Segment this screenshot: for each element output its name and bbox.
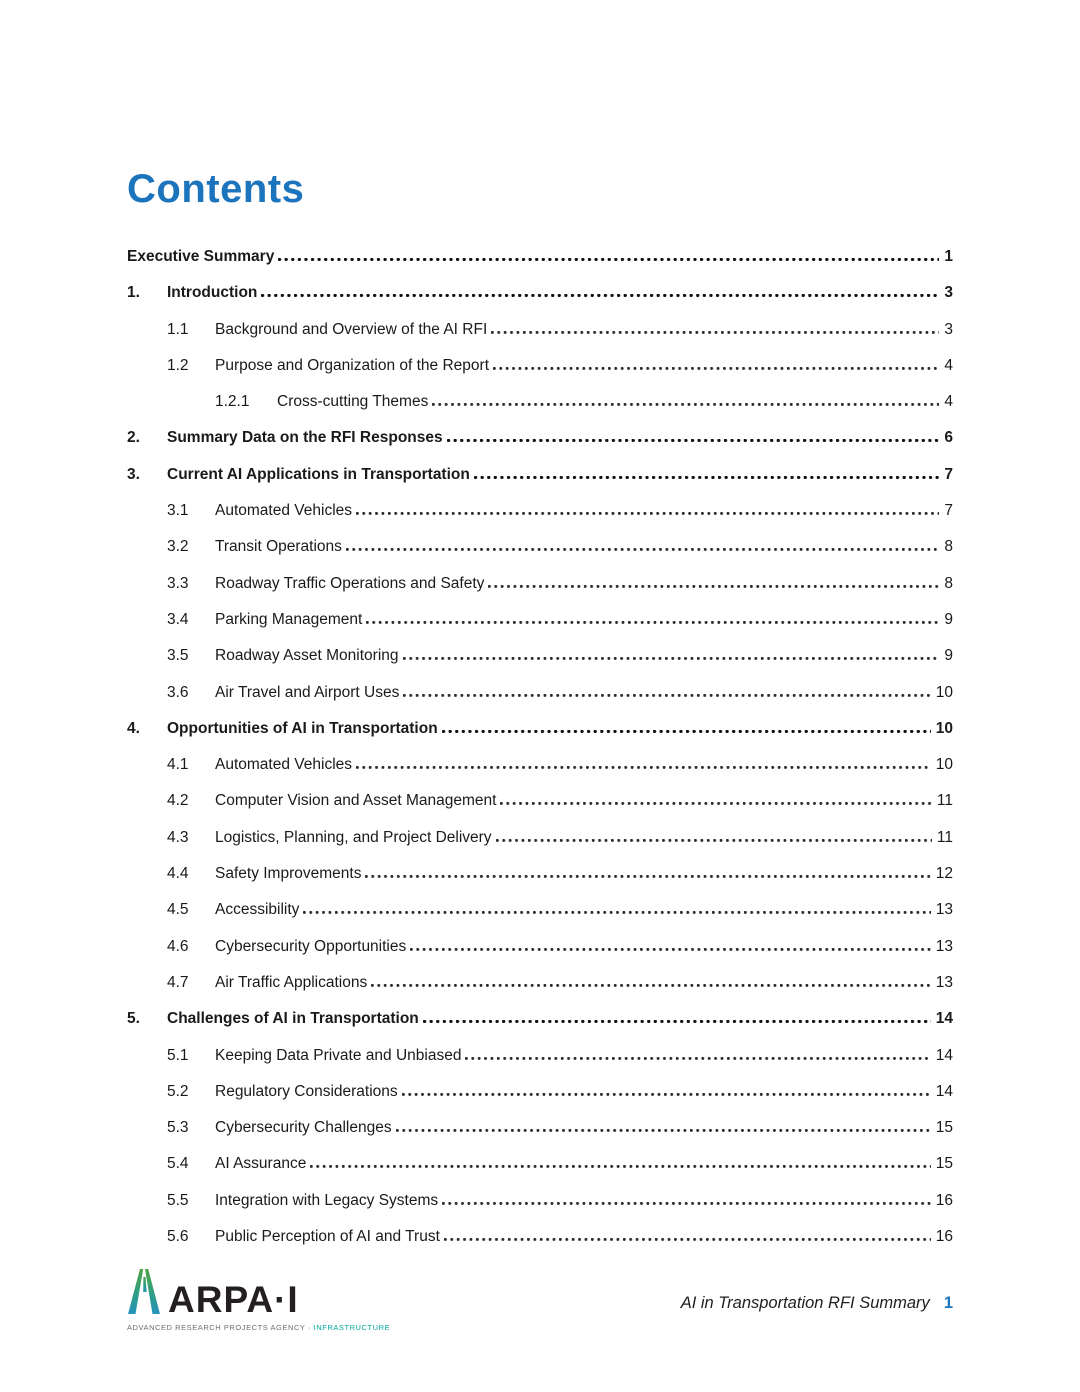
toc-entry[interactable]	[127, 355, 953, 377]
toc-entry-label: Executive Summary	[127, 248, 275, 265]
toc-entry[interactable]	[127, 1117, 953, 1139]
dot-leader	[346, 548, 939, 551]
toc-entry[interactable]	[127, 282, 953, 304]
dot-leader	[366, 621, 939, 624]
toc-entry-number: 1.	[127, 284, 140, 302]
toc-entry[interactable]	[127, 827, 953, 849]
arpa-i-tagline	[127, 1323, 390, 1332]
toc-entry-number: 4.2	[167, 792, 189, 810]
toc-entry-label: Air Travel and Airport Uses	[215, 683, 400, 701]
toc-entry[interactable]	[127, 1226, 953, 1248]
toc-entry-label: Cybersecurity Challenges	[215, 1119, 392, 1137]
toc-entry-label: Cybersecurity Opportunities	[215, 937, 407, 955]
toc-entry-page: 6	[944, 429, 953, 447]
toc-entry-page: 3	[944, 320, 953, 338]
toc-entry-page: 11	[936, 792, 953, 810]
toc-entry-page: 12	[935, 865, 953, 883]
dot-leader	[488, 585, 939, 588]
dot-leader	[423, 1020, 931, 1023]
toc-entry[interactable]	[127, 573, 953, 595]
toc-entry[interactable]	[127, 1081, 953, 1103]
toc-entry-label: Summary Data on the RFI Responses	[167, 429, 443, 447]
dot-leader	[474, 476, 940, 479]
dot-leader	[403, 694, 930, 697]
dot-leader	[493, 367, 939, 370]
dot-leader	[261, 294, 939, 297]
toc-entry-number: 4.5	[167, 901, 189, 919]
toc-entry-number: 2.	[127, 429, 140, 447]
toc-entry-label: Introduction	[167, 284, 258, 302]
dot-leader	[403, 657, 940, 660]
toc-entry-page: 14	[935, 1010, 953, 1028]
toc-entry-page: 7	[944, 465, 953, 483]
toc-entry-label: Roadway Traffic Operations and Safety	[215, 574, 485, 592]
toc-entry-page: 11	[936, 828, 953, 846]
dot-leader	[396, 1129, 931, 1132]
toc-entry[interactable]	[127, 936, 953, 958]
dot-leader	[442, 1202, 931, 1205]
toc-entry[interactable]	[127, 863, 953, 885]
page-footer	[127, 1268, 953, 1332]
toc-entry-number: 5.3	[167, 1119, 189, 1137]
toc-entry-number: 3.3	[167, 574, 189, 592]
toc-entry-page: 7	[944, 502, 953, 520]
toc-entry-number: 1.1	[167, 320, 189, 338]
footer-page-number: 1	[943, 1293, 953, 1312]
toc-entry[interactable]	[127, 500, 953, 522]
toc-entry[interactable]	[127, 1190, 953, 1212]
tagline-infrastructure: INFRASTRUCTURE	[313, 1323, 391, 1332]
toc-entry-label: Automated Vehicles	[215, 756, 353, 774]
toc-entry-page: 4	[944, 356, 953, 374]
toc-entry-label: Safety Improvements	[215, 865, 362, 883]
dot-leader	[410, 948, 931, 951]
toc-entry-page: 3	[944, 284, 953, 302]
toc-entry-number: 5.1	[167, 1046, 189, 1064]
toc-entry-page: 10	[935, 719, 953, 737]
toc-entry-number: 3.1	[167, 502, 189, 520]
toc-entry-page: 4	[944, 393, 953, 411]
toc-entry-number: 3.5	[167, 647, 189, 665]
dot-leader	[310, 1165, 930, 1168]
toc-entry[interactable]	[127, 1008, 953, 1030]
dot-leader	[371, 984, 931, 987]
toc-entry-page: 9	[944, 647, 953, 665]
dot-leader	[278, 258, 939, 261]
toc-entry-page: 9	[944, 610, 953, 628]
toc-entry-label: Computer Vision and Asset Management	[215, 792, 497, 810]
toc-entry-number: 1.2	[167, 356, 189, 374]
tagline-agency: ADVANCED RESEARCH PROJECTS AGENCY ·	[127, 1323, 312, 1332]
toc-entry[interactable]	[127, 718, 953, 740]
dot-leader	[496, 839, 932, 842]
toc-entry[interactable]	[127, 609, 953, 631]
toc-entry-label: Logistics, Planning, and Project Delivery	[215, 828, 492, 846]
toc-entry-page: 10	[935, 756, 953, 774]
dot-leader	[491, 331, 939, 334]
dot-leader	[465, 1057, 930, 1060]
dot-leader	[402, 1093, 931, 1096]
toc-entry-label: Parking Management	[215, 610, 363, 628]
page-title: Contents	[127, 167, 305, 211]
toc-entry-page: 8	[944, 538, 953, 556]
toc-entry[interactable]	[127, 1153, 953, 1175]
toc-entry-label: Keeping Data Private and Unbiased	[215, 1046, 462, 1064]
toc-entry-number: 4.3	[167, 828, 189, 846]
toc-entry[interactable]	[127, 391, 953, 413]
toc-entry-number: 4.7	[167, 973, 189, 991]
toc-entry-label: Accessibility	[215, 901, 300, 919]
toc-entry[interactable]	[127, 246, 953, 268]
dot-leader	[432, 403, 939, 406]
dot-leader	[500, 802, 931, 805]
toc-entry-number: 5.5	[167, 1191, 189, 1209]
toc-entry-number: 3.6	[167, 683, 189, 701]
arpa-i-wordmark: ARPA·I	[168, 1279, 299, 1320]
toc-entry-label: Regulatory Considerations	[215, 1082, 398, 1100]
toc-entry-label: Air Traffic Applications	[215, 973, 368, 991]
toc-entry-page: 13	[935, 937, 953, 955]
dot-leader	[444, 1238, 931, 1241]
toc-entry-label: Integration with Legacy Systems	[215, 1191, 439, 1209]
toc-entry-page: 13	[935, 901, 953, 919]
toc-entry-page: 15	[935, 1119, 953, 1137]
toc-entry-page: 13	[935, 973, 953, 991]
toc-entry[interactable]	[127, 1045, 953, 1067]
toc-entry[interactable]	[127, 972, 953, 994]
dot-leader	[447, 439, 940, 442]
dot-leader	[365, 875, 930, 878]
toc-entry[interactable]	[127, 682, 953, 704]
toc-entry-page: 1	[944, 248, 953, 265]
dot-leader	[303, 911, 930, 914]
toc-entry[interactable]	[127, 899, 953, 921]
toc-entry-number: 3.	[127, 465, 140, 483]
toc-entry-label: AI Assurance	[215, 1155, 307, 1173]
toc-entry[interactable]	[127, 319, 953, 341]
toc-entry-label: Background and Overview of the AI RFI	[215, 320, 488, 338]
footer-right	[681, 1288, 953, 1313]
toc-entry-label: Cross-cutting Themes	[277, 393, 429, 411]
toc-entry-label: Challenges of AI in Transportation	[167, 1010, 419, 1028]
toc-entry-number: 5.6	[167, 1228, 189, 1246]
toc-entry-page: 8	[944, 574, 953, 592]
toc-entry-label: Roadway Asset Monitoring	[215, 647, 399, 665]
toc-entry[interactable]	[127, 427, 953, 449]
table-of-contents	[127, 246, 953, 1248]
toc-entry-page: 14	[935, 1046, 953, 1064]
toc-entry-label: Transit Operations	[215, 538, 342, 556]
toc-entry-number: 4.6	[167, 937, 189, 955]
footer-doc-title: AI in Transportation RFI Summary	[680, 1293, 930, 1312]
toc-entry-number: 5.4	[167, 1155, 189, 1173]
toc-entry[interactable]	[127, 790, 953, 812]
toc-entry-page: 14	[935, 1082, 953, 1100]
toc-entry-number: 5.	[127, 1010, 140, 1028]
toc-entry-number: 3.4	[167, 610, 189, 628]
toc-entry-page: 16	[935, 1228, 953, 1246]
toc-entry-label: Purpose and Organization of the Report	[215, 356, 490, 374]
toc-entry-number: 4.	[127, 719, 140, 737]
toc-entry-number: 5.2	[167, 1082, 189, 1100]
toc-entry-page: 16	[935, 1191, 953, 1209]
toc-entry[interactable]	[127, 754, 953, 776]
arpa-i-road-icon	[127, 1268, 161, 1320]
toc-entry-page: 15	[935, 1155, 953, 1173]
toc-entry-number: 3.2	[167, 538, 189, 556]
toc-entry-label: Current AI Applications in Transportation	[167, 465, 470, 483]
toc-entry-number: 4.1	[167, 756, 189, 774]
toc-entry[interactable]	[127, 464, 953, 486]
dot-leader	[442, 730, 931, 733]
toc-entry[interactable]	[127, 645, 953, 667]
toc-entry-label: Public Perception of AI and Trust	[215, 1228, 440, 1246]
toc-entry-number: 4.4	[167, 865, 189, 883]
toc-entry[interactable]	[127, 536, 953, 558]
dot-leader	[356, 512, 939, 515]
toc-entry-label: Opportunities of AI in Transportation	[167, 719, 438, 737]
toc-entry-label: Automated Vehicles	[215, 502, 353, 520]
dot-leader	[356, 766, 931, 769]
toc-entry-page: 10	[935, 683, 953, 701]
arpa-i-logo	[127, 1268, 390, 1332]
toc-entry-number: 1.2.1	[215, 393, 250, 411]
